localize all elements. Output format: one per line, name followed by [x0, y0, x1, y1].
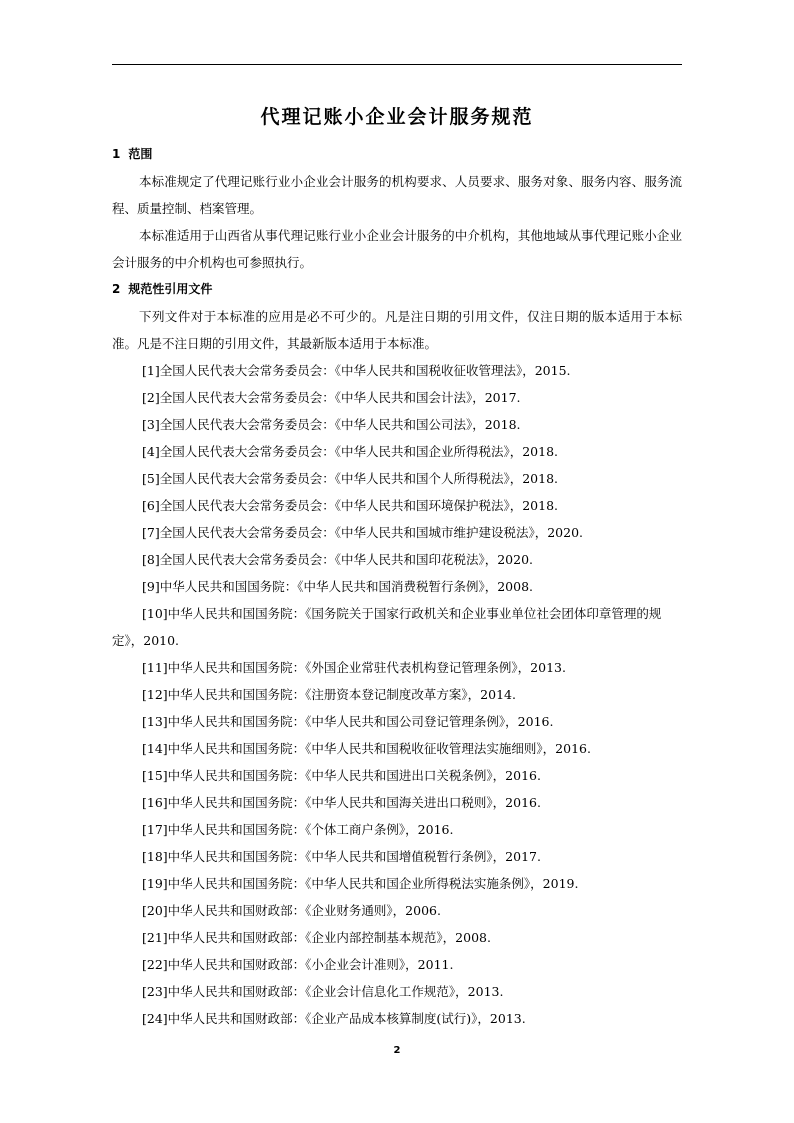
reference-item: [17]中华人民共和国国务院：《个体工商户条例》，2016. — [142, 822, 454, 837]
document-title: 代理记账小企业会计服务规范 — [260, 106, 534, 128]
reference-item: [14]中华人民共和国国务院：《中华人民共和国税收征收管理法实施细则》，2016. — [142, 741, 591, 756]
section-number: 1 — [112, 147, 121, 161]
paragraph: 下列文件对于本标准的应用是必不可少的。凡是注日期的引用文件，仅注日期的版本适用于本标准。凡是不注日期的引用文件，其最新版本适用于本标准。 — [112, 309, 682, 351]
section-title: 规范性引用文件 — [128, 282, 213, 296]
paragraph: 本标准规定了代理记账行业小企业会计服务的机构要求、人员要求、服务对象、服务内容、服务流程、质量控制、档案管理。 — [112, 174, 682, 216]
reference-item: [9]中华人民共和国国务院：《中华人民共和国消费税暂行条例》，2008. — [142, 579, 533, 594]
reference-item: [18]中华人民共和国国务院：《中华人民共和国增值税暂行条例》，2017. — [142, 849, 541, 864]
reference-item: [4]全国人民代表大会常务委员会：《中华人民共和国企业所得税法》，2018. — [142, 444, 558, 459]
section-heading — [112, 276, 682, 303]
reference-item: [23]中华人民共和国财政部：《企业会计信息化工作规范》，2013. — [142, 984, 504, 999]
section-heading — [112, 141, 682, 168]
reference-item: [24]中华人民共和国财政部：《企业产品成本核算制度(试行)》，2013. — [142, 1011, 526, 1026]
reference-item: [20]中华人民共和国财政部：《企业财务通则》，2006. — [142, 903, 441, 918]
reference-item: [10]中华人民共和国国务院：《国务院关于国家行政机关和企业事业单位社会团体印章管理的规定》，2010. — [112, 606, 662, 648]
reference-list — [112, 357, 682, 1032]
reference-item: [7]全国人民代表大会常务委员会：《中华人民共和国城市维护建设税法》，2020. — [142, 525, 583, 540]
reference-item: [5]全国人民代表大会常务委员会：《中华人民共和国个人所得税法》，2018. — [142, 471, 558, 486]
document-body — [112, 141, 682, 1032]
page-number: 2 — [393, 1045, 401, 1056]
reference-item: [6]全国人民代表大会常务委员会：《中华人民共和国环境保护税法》，2018. — [142, 498, 558, 513]
reference-item: [2]全国人民代表大会常务委员会：《中华人民共和国会计法》，2017. — [142, 390, 521, 405]
reference-item: [12]中华人民共和国国务院：《注册资本登记制度改革方案》，2014. — [142, 687, 516, 702]
paragraph: 本标准适用于山西省从事代理记账行业小企业会计服务的中介机构，其他地域从事代理记账小企业会计服务的中介机构也可参照执行。 — [112, 228, 682, 270]
reference-item: [21]中华人民共和国财政部：《企业内部控制基本规范》，2008. — [142, 930, 491, 945]
reference-item: [15]中华人民共和国国务院：《中华人民共和国进出口关税条例》，2016. — [142, 768, 541, 783]
reference-item: [3]全国人民代表大会常务委员会：《中华人民共和国公司法》，2018. — [142, 417, 521, 432]
section-scope — [112, 141, 682, 276]
header-rule — [112, 64, 682, 65]
reference-item: [19]中华人民共和国国务院：《中华人民共和国企业所得税法实施条例》，2019. — [142, 876, 579, 891]
section-number: 2 — [112, 282, 121, 296]
reference-item: [16]中华人民共和国国务院：《中华人民共和国海关进出口税则》，2016. — [142, 795, 541, 810]
reference-item: [22]中华人民共和国财政部：《小企业会计准则》，2011. — [142, 957, 454, 972]
reference-item: [1]全国人民代表大会常务委员会：《中华人民共和国税收征收管理法》，2015. — [142, 363, 571, 378]
section-normative-references — [112, 276, 682, 1032]
section-title: 范围 — [128, 147, 153, 161]
reference-item: [8]全国人民代表大会常务委员会：《中华人民共和国印花税法》，2020. — [142, 552, 533, 567]
reference-item: [11]中华人民共和国国务院：《外国企业常驻代表机构登记管理条例》，2013. — [142, 660, 566, 675]
reference-item: [13]中华人民共和国国务院：《中华人民共和国公司登记管理条例》，2016. — [142, 714, 554, 729]
